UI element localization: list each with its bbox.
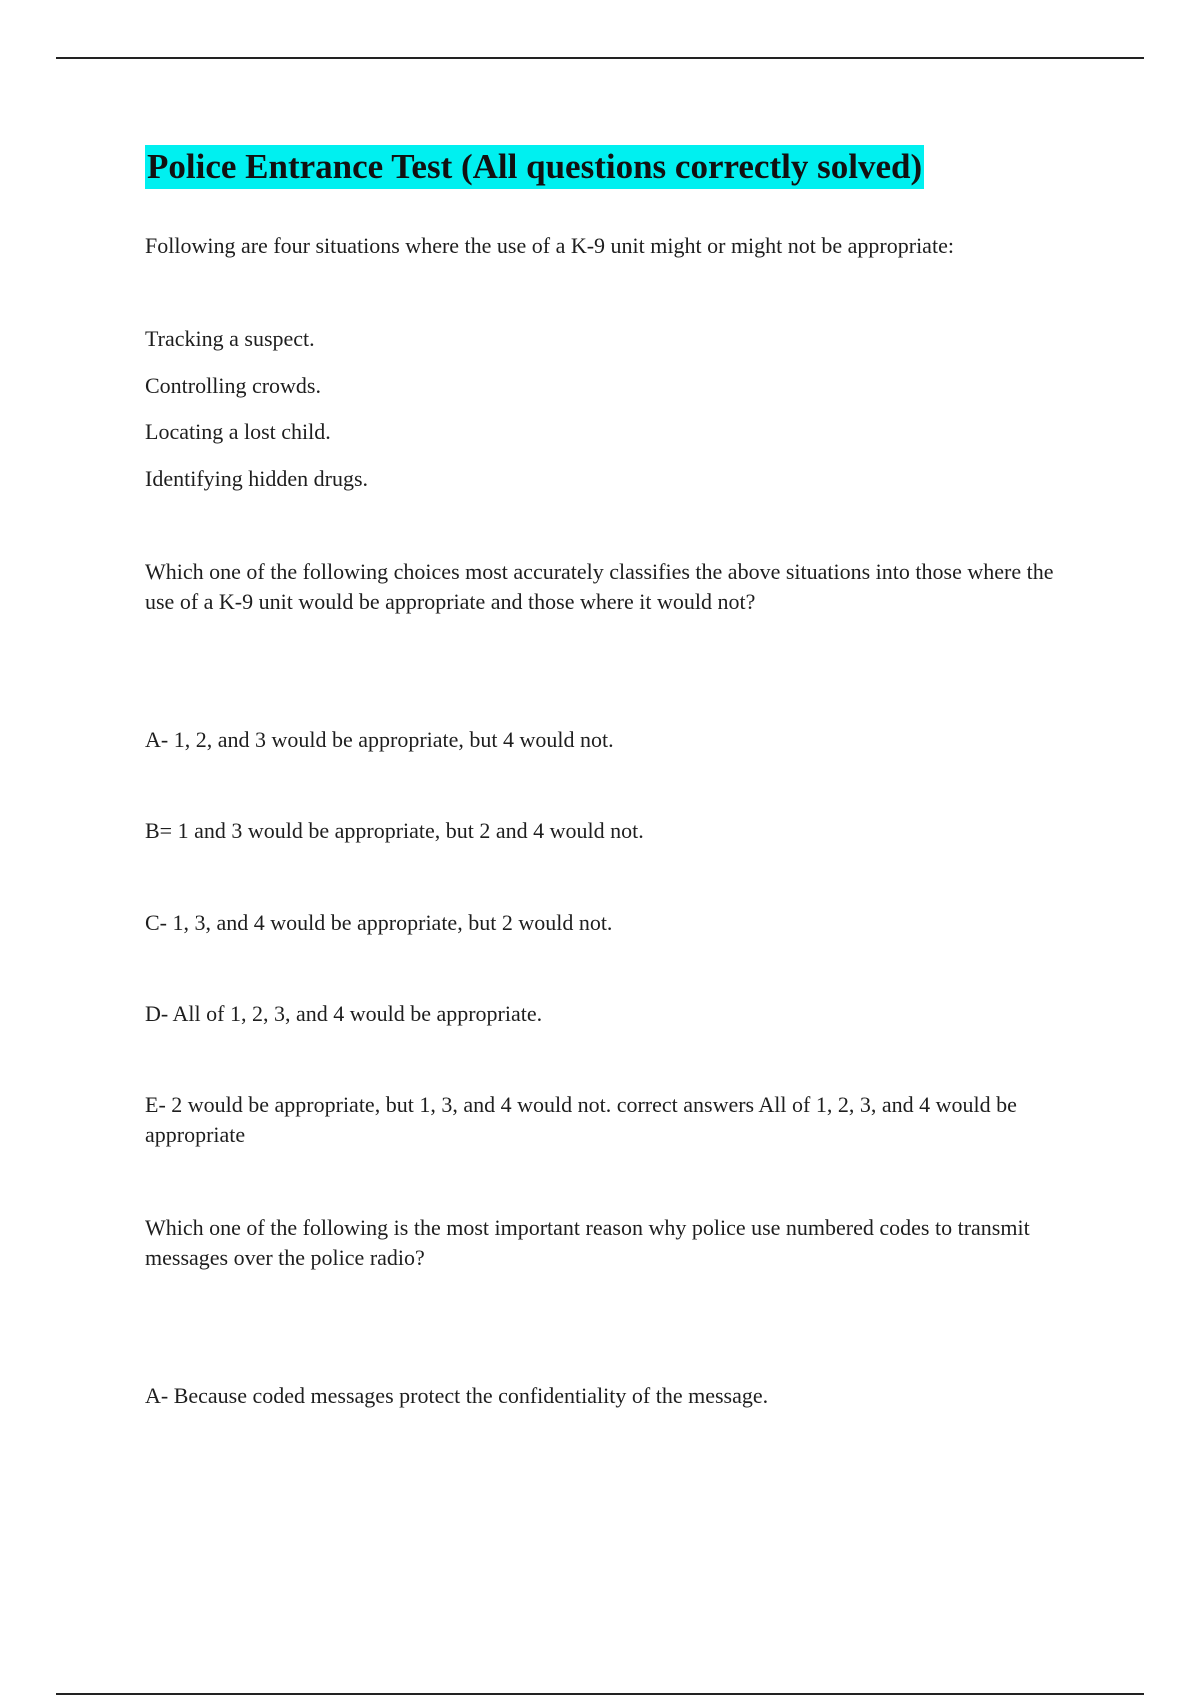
page-title: Police Entrance Test (All questions correctly solved) [145,145,924,189]
q1-question: Which one of the following choices most accurately classifies the above situations into those where the use of a K-9 unit would be appropriate and those where it would not? [145,559,1054,614]
q1-intro: Following are four situations where the use of a K-9 unit might or might not be appropriate: [145,233,954,258]
bottom-rule [56,1693,1144,1695]
top-rule [56,57,1144,59]
answer-option-e: E- 2 would be appropriate, but 1, 3, and 4 would not. correct answers All of 1, 2, 3, and 4 would be appropriate [145,1092,1017,1147]
situation-item: Tracking a suspect. [145,326,315,351]
answer-option-d: D- All of 1, 2, 3, and 4 would be appropriate. [145,1001,543,1026]
answer-option-c: C- 1, 3, and 4 would be appropriate, but 2 would not. [145,910,613,935]
situation-item: Controlling crowds. [145,373,321,398]
answer-option-b: B= 1 and 3 would be appropriate, but 2 and 4 would not. [145,818,644,843]
answer-option-a: A- 1, 2, and 3 would be appropriate, but 4 would not. [145,727,614,752]
q2-answer-option-a: A- Because coded messages protect the confidentiality of the message. [145,1383,769,1408]
situation-item: Locating a lost child. [145,419,331,444]
q2-question: Which one of the following is the most important reason why police use numbered codes to transmit messages over the police radio? [145,1215,1030,1270]
situation-item: Identifying hidden drugs. [145,466,369,491]
